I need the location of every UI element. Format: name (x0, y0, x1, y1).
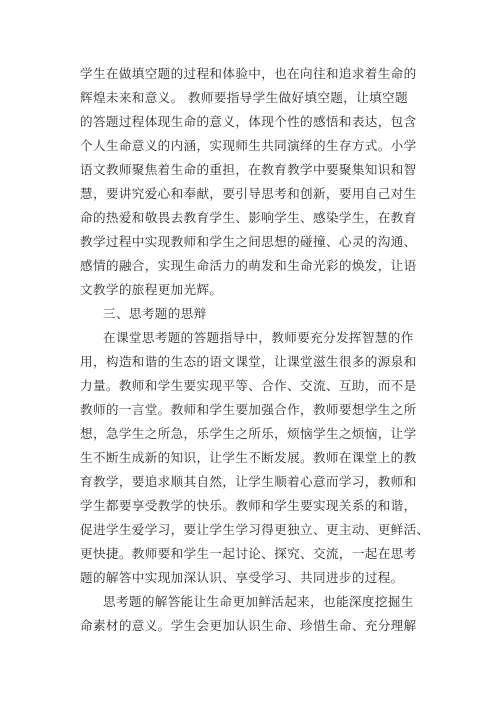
body-text-line: 的答题过程体现生命的意义，体现个性的感悟和表达，包含 (80, 114, 417, 129)
body-text-line: 促进学生爱学习，要让学生学习得更独立、更主动、更鲜活、 (80, 522, 430, 537)
body-text-line: 个人生命意义的内涵，实现师生共同演绎的生存方式。小学 (80, 138, 417, 153)
body-text-line: 教师的一言堂。教师和学生要加强合作，教师要想学生之所 (80, 402, 417, 417)
body-text-line: 教学过程中实现教师和学生之间思想的碰撞、心灵的沟通、 (80, 234, 417, 249)
body-text-line: 文教学的旅程更加光辉。 (80, 282, 223, 297)
body-text-line: 学生都要享受教学的快乐。教师和学生要实现关系的和谐， (80, 498, 417, 513)
body-text-line: 命的热爱和敬畏去教育学生、影响学生、感染学生，在教育 (80, 210, 417, 225)
body-text-line: 题的解答中实现加深认识、享受学习、共同进步的过程。 (80, 570, 404, 585)
section-heading: 三、思考题的思辩 (103, 306, 207, 321)
paragraph-first-line: 思考题的解答能让生命更加鲜活起来，也能深度挖掘生 (103, 594, 414, 609)
body-text-line: 语文教师聚焦着生命的重担，在教育教学中要聚集知识和智 (80, 162, 417, 177)
body-text-line: 感情的融合，实现生命活力的萌发和生命光彩的焕发，让语 (80, 258, 417, 273)
body-text-line: 想，急学生之所急，乐学生之所乐，烦恼学生之烦恼，让学 (80, 426, 417, 441)
body-text-line: 用，构造和谐的生态的语文课堂，让课堂滋生很多的源泉和 (80, 354, 417, 369)
body-text-line: 更快捷。教师要和学生一起讨论、探究、交流，一起在思考 (80, 546, 417, 561)
body-text-line: 力量。教师和学生要实现平等、合作、交流、互助，而不是 (80, 378, 417, 393)
body-text-line: 育教学，要追求顺其自然，让学生顺着心意而学习，教师和 (80, 474, 417, 489)
body-text-line: 慧，要讲究爱心和奉献，要引导思考和创新，要用自己对生 (80, 186, 417, 201)
body-text-line: 辉煌未来和意义。 教师要指导学生做好填空题，让填空题 (80, 90, 408, 105)
body-text-line: 生不断生成新的知识，让学生不断发展。教师在课堂上的教 (80, 450, 417, 465)
body-text-line: 学生在做填空题的过程和体验中，也在向往和追求着生命的 (80, 66, 417, 81)
paragraph-first-line: 在课堂思考题的答题指导中，教师要充分发挥智慧的作 (103, 330, 414, 345)
body-text-line: 命素材的意义。学生会更加认识生命、珍惜生命、充分理解 (80, 618, 417, 633)
